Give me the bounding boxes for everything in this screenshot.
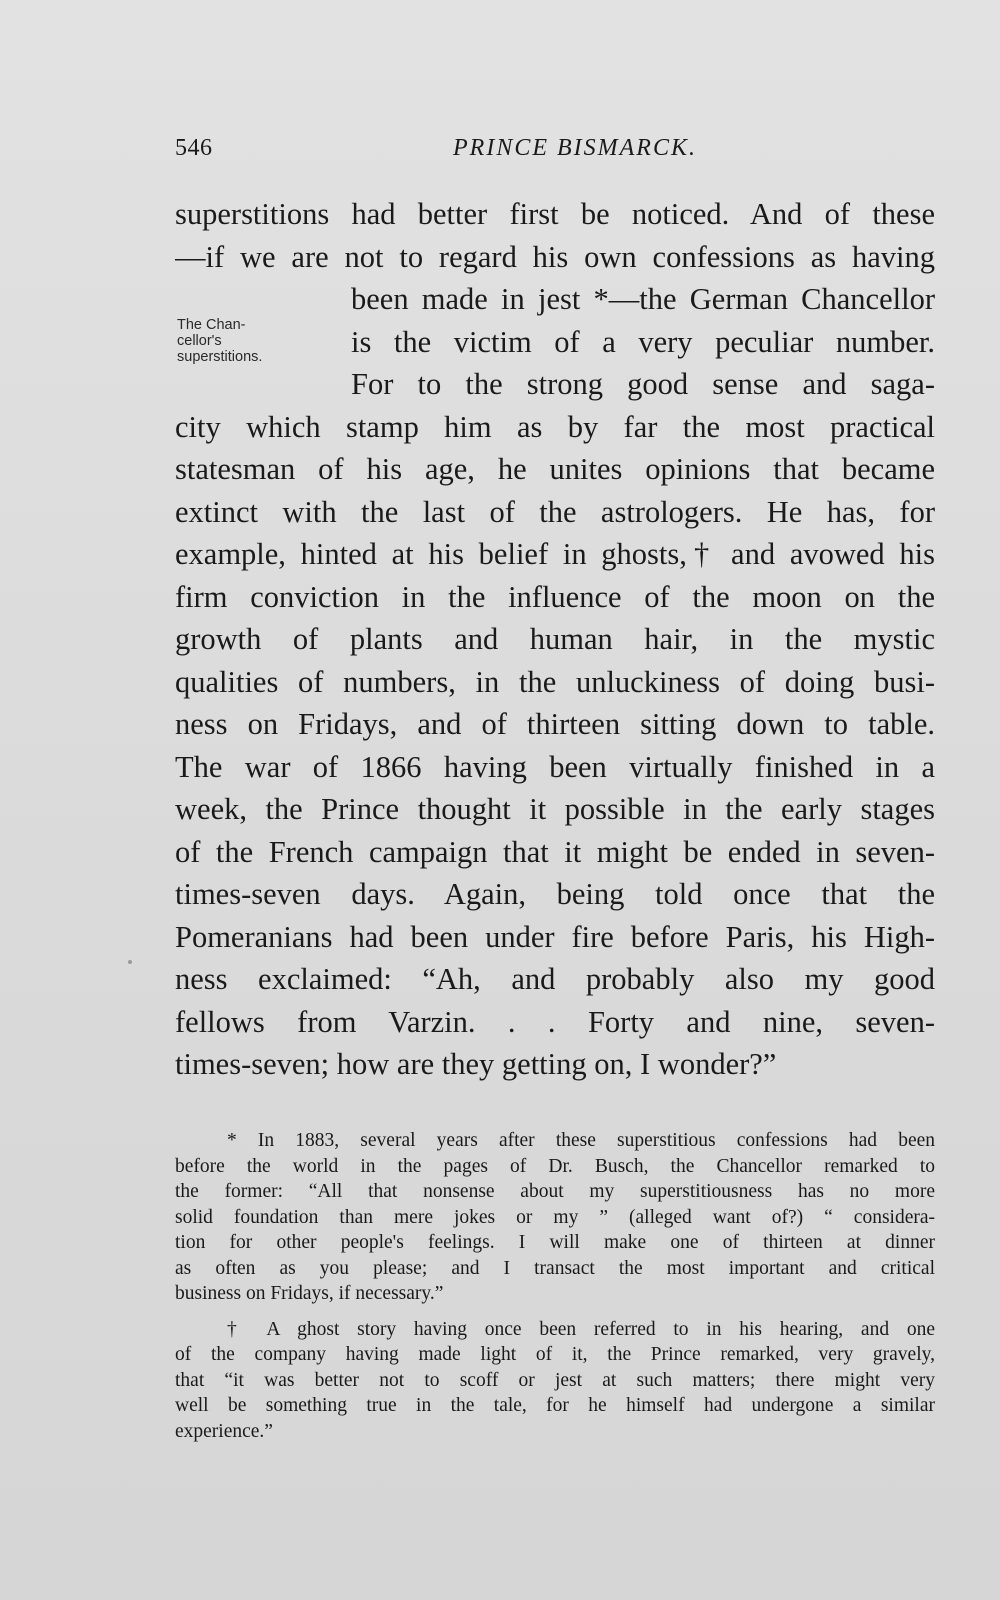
running-title: PRINCE BISMARCK.	[453, 135, 697, 161]
text-line: is the victim of a very peculiar number.	[351, 324, 935, 359]
text-line: statesman of his age, he unites opinions that became	[175, 452, 935, 486]
footnote-line: experience.”	[175, 1420, 273, 1442]
text-line: Pomeranians had been under fire before Paris, his High-	[175, 919, 935, 954]
margin-note-line: The Chan-	[177, 317, 246, 333]
text-line: been made in jest *—the German Chancellor	[351, 282, 935, 316]
text-line: times-seven days. Again, being told once that the	[175, 877, 935, 911]
text-line: ness on Fridays, and of thirteen sitting down to table.	[175, 707, 935, 741]
footnote-line: that “it was better not to scoff or jest at such matters; there might very	[175, 1369, 935, 1391]
text-line: —if we are not to regard his own confessions as having	[175, 239, 935, 274]
footnote-line: of the company having made light of it, the Prince remarked, very gravely,	[175, 1344, 935, 1365]
text-line: city which stamp him as by far the most practical	[175, 409, 935, 444]
text-line: extinct with the last of the astrologers. He has, for	[175, 494, 935, 529]
text-line: fellows from Varzin. . . Forty and nine, seven-	[175, 1004, 935, 1039]
footnote-line: as often as you please; and I transact the most important and critical	[175, 1257, 935, 1279]
text-line: example, hinted at his belief in ghosts,† and avowed his	[175, 537, 935, 571]
footnote-line: solid foundation than mere jokes or my ” (alleged want of?) “ considera-	[175, 1206, 935, 1228]
footnote-line: † A ghost story having once been referred to in his hearing, and one	[227, 1318, 935, 1340]
footnote-line: well be something true in the tale, for he himself had undergone a similar	[175, 1395, 935, 1416]
text-line: The war of 1866 having been virtually finished in a	[175, 749, 935, 784]
text-line: For to the strong good sense and saga-	[351, 367, 935, 401]
text-line: firm conviction in the influence of the moon on the	[175, 579, 935, 614]
margin-note-line: cellor's	[177, 333, 222, 349]
text-line: ness exclaimed: “Ah, and probably also my good	[175, 962, 935, 996]
text-line: of the French campaign that it might be ended in seven-	[175, 834, 935, 869]
margin-note-line: superstitions.	[177, 349, 263, 365]
main-text	[175, 193, 935, 1086]
footnote-line: business on Fridays, if necessary.”	[175, 1283, 444, 1304]
text-line: times-seven; how are they getting on, I wonder?”	[175, 1047, 777, 1081]
footnote-line: tion for other people's feelings. I will make one of thirteen at dinner	[175, 1232, 935, 1253]
footnote-line: the former: “All that nonsense about my superstitiousness has no more	[175, 1181, 935, 1202]
text-line: qualities of numbers, in the unluckiness of doing busi-	[175, 664, 935, 699]
footnote-line: * In 1883, several years after these superstitious confessions had been	[227, 1130, 935, 1151]
footnotes	[175, 1128, 935, 1454]
text-line: week, the Prince thought it possible in the early stages	[175, 792, 935, 826]
page-header	[175, 135, 935, 175]
page-number: 546	[175, 135, 213, 161]
footnote-dagger	[175, 1317, 935, 1445]
paper-speck	[128, 960, 132, 964]
text-line: superstitions had better first be noticed. And of these	[175, 197, 935, 231]
text-line: growth of plants and human hair, in the mystic	[175, 622, 935, 656]
footnote-line: before the world in the pages of Dr. Busch, the Chancellor remarked to	[175, 1155, 935, 1177]
footnote-asterisk	[175, 1128, 935, 1307]
